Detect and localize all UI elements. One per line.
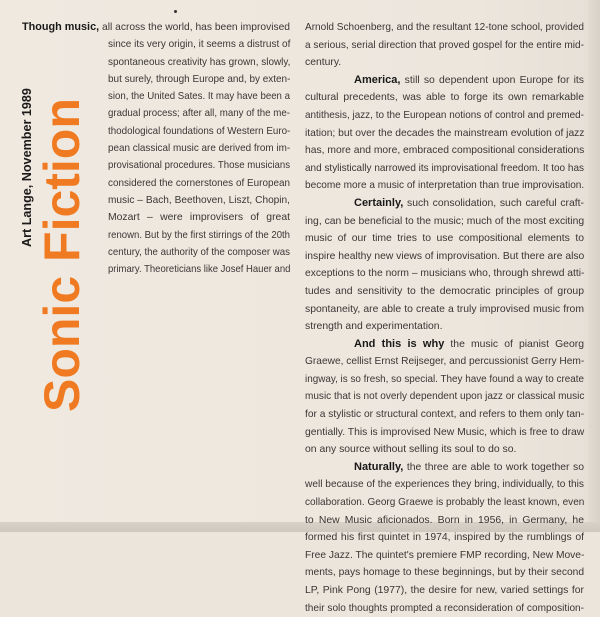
- text-line: [305, 142, 584, 160]
- line-text: ingway, is so fresh, so special. They have found a way to create: [305, 373, 585, 385]
- text-line: [305, 301, 584, 319]
- right-text-column: [305, 19, 584, 617]
- line-text: to New Music aficionados. Born in 1956, in Germany, he: [305, 514, 584, 526]
- text-line: [305, 441, 584, 459]
- line-text: cultural precedents, was able to forge its own remarkable: [305, 92, 584, 104]
- text-line: [305, 476, 584, 494]
- text-line: [22, 19, 290, 36]
- line-text: LP, Pink Pong (1977), the desire for new, varied settings for: [305, 585, 584, 596]
- line-text: a serious, serial direction that proved gospel for the entire mid-: [305, 39, 584, 51]
- text-line: [305, 283, 584, 301]
- paragraph: [305, 336, 584, 459]
- text-line: [305, 494, 584, 512]
- line-text: become more a music of interpretation than true improvisation.: [305, 180, 585, 192]
- line-text: well because of the experiences they bring, individually, to this: [305, 479, 584, 491]
- text-line: [305, 89, 584, 107]
- text-line: [108, 36, 290, 53]
- line-text: still so dependent upon Europe for its: [404, 74, 584, 86]
- line-text: spontaneity, are able to create a truly improvised music from: [305, 303, 584, 315]
- text-line: [305, 72, 584, 90]
- line-text: exceptions to the norm – musicians who, through shrewd atti-: [305, 268, 585, 280]
- text-line: [305, 107, 584, 125]
- line-text: provisational procedures. Those musicians: [108, 160, 290, 172]
- text-line: [108, 209, 290, 226]
- line-text: renown. But by the first stirrings of the 20th: [108, 229, 290, 241]
- paragraph-lead: And this is why: [354, 337, 445, 350]
- page-edge-right: [588, 0, 600, 532]
- text-line: [305, 230, 584, 248]
- line-text: such consolidation, such careful craft-: [407, 197, 585, 209]
- text-line: [108, 192, 290, 209]
- text-line: [305, 318, 584, 336]
- line-text: music that is not overly dependent upon jazz or classical music: [305, 391, 585, 403]
- paragraph: [305, 72, 584, 195]
- line-text: pean classical music are derived from im-: [108, 143, 291, 155]
- paragraph: [305, 459, 584, 617]
- line-text: the music of pianist Georg: [450, 338, 584, 350]
- text-line: [108, 244, 290, 261]
- line-text: strength and experimentation.: [305, 321, 443, 333]
- essay-title: Sonic Fiction: [34, 98, 90, 412]
- line-text: the three are able to work together so: [406, 461, 584, 473]
- text-line: [305, 371, 584, 389]
- line-text: all across the world, has been improvised: [102, 22, 291, 33]
- text-line: [305, 265, 584, 283]
- text-line: [108, 54, 290, 71]
- line-text: century.: [305, 57, 342, 69]
- line-text: considered the cornerstones of European: [108, 177, 290, 189]
- line-text: Arnold Schoenberg, and the resultant 12-tone school, provided: [305, 22, 584, 33]
- text-line: [305, 195, 584, 213]
- text-line: [305, 564, 584, 582]
- line-text: thodological foundations of Western Euro-: [108, 125, 291, 137]
- line-text: and stylistically narrowed its improvisational freedom. It too has: [305, 162, 584, 174]
- paragraph-lead: Though music,: [22, 21, 100, 33]
- speck: [174, 10, 177, 13]
- text-line: [305, 459, 584, 477]
- text-line: [108, 175, 290, 192]
- text-line: [108, 71, 290, 88]
- text-line: [108, 140, 290, 157]
- line-text: gentially. This is improvised New Music, which is free to draw: [305, 426, 585, 438]
- line-text: tudes and sensitivity to the democratic principles of group: [305, 285, 584, 297]
- paragraph-lead: Certainly,: [354, 196, 404, 209]
- text-line: [305, 37, 584, 55]
- text-line: [305, 160, 584, 178]
- text-line: [108, 227, 290, 244]
- line-text: music of our time tries to use compositional elements to: [305, 233, 584, 245]
- line-text: but surely, through Europe and, by exten-: [108, 73, 291, 85]
- line-text: gradual process; after all, many of the me-: [108, 108, 290, 120]
- paragraph-lead: Naturally,: [354, 460, 404, 473]
- text-line: [305, 582, 584, 600]
- line-text: on any source without selling its soul to do so.: [305, 444, 517, 456]
- text-line: [305, 336, 584, 354]
- paragraph: [305, 19, 584, 72]
- line-text: collaboration. Georg Graewe is probably the least known, even: [305, 497, 585, 509]
- text-line: [305, 177, 584, 195]
- text-line: [305, 213, 584, 231]
- text-line: [305, 406, 584, 424]
- line-text: music – Bach, Beethoven, Liszt, Chopin,: [108, 194, 290, 206]
- line-text: Graewe, cellist Ernst Reijseger, and percussionist Gerry Hem-: [305, 356, 585, 368]
- line-text: for a stylistic or structural context, and refers to them only tan-: [305, 409, 585, 421]
- text-line: [305, 19, 584, 37]
- line-text: formed his first quintet in 1974, inspired by the rumblings of: [305, 532, 584, 544]
- text-line: [305, 512, 584, 530]
- text-line: [305, 388, 584, 406]
- line-text: has, more and more, embraced compositional considerations: [305, 145, 585, 157]
- text-line: [305, 248, 584, 266]
- text-line: [305, 424, 584, 442]
- line-text: ing, can be beneficial to the music; much of the most exciting: [305, 215, 585, 227]
- text-line: [108, 88, 290, 105]
- author-date-byline: Art Lange, November 1989: [20, 88, 34, 247]
- line-text: century, the authority of the composer was: [108, 246, 291, 258]
- line-text: spontaneous creativity has grown, slowly,: [108, 56, 291, 68]
- text-line: [108, 123, 290, 140]
- paragraph: [305, 195, 584, 336]
- line-text: ments, pays homage to these beginnings, but by their second: [305, 567, 585, 579]
- line-text: Free Jazz. The quintet's premiere FMP recording, New Move-: [305, 549, 585, 561]
- line-text: itation; but over the decades the mainstream evolution of jazz: [305, 127, 585, 139]
- text-line: [305, 547, 584, 565]
- text-line: [108, 261, 290, 278]
- line-text: inspire healthy new views of improvisation. But there are also: [305, 250, 585, 262]
- text-line: [108, 105, 290, 122]
- paragraph-lead: America,: [354, 73, 401, 86]
- line-text: Mozart – were improvisers of great: [108, 212, 290, 224]
- text-line: [305, 54, 584, 72]
- line-text: sion, the United Sates. It may have been a: [108, 91, 290, 103]
- line-text: antithesis, jazz, to the European notions of control and premed-: [305, 109, 584, 121]
- line-text: their solo thoughts prompted a reconsideration of composition-: [305, 602, 584, 614]
- text-line: [305, 600, 584, 617]
- text-line: [305, 353, 584, 371]
- line-text: since its very origin, it seems a distrust of: [108, 39, 291, 51]
- text-line: [108, 157, 290, 174]
- text-line: [305, 125, 584, 143]
- line-text: primary. Theoreticians like Josef Hauer and: [108, 264, 291, 276]
